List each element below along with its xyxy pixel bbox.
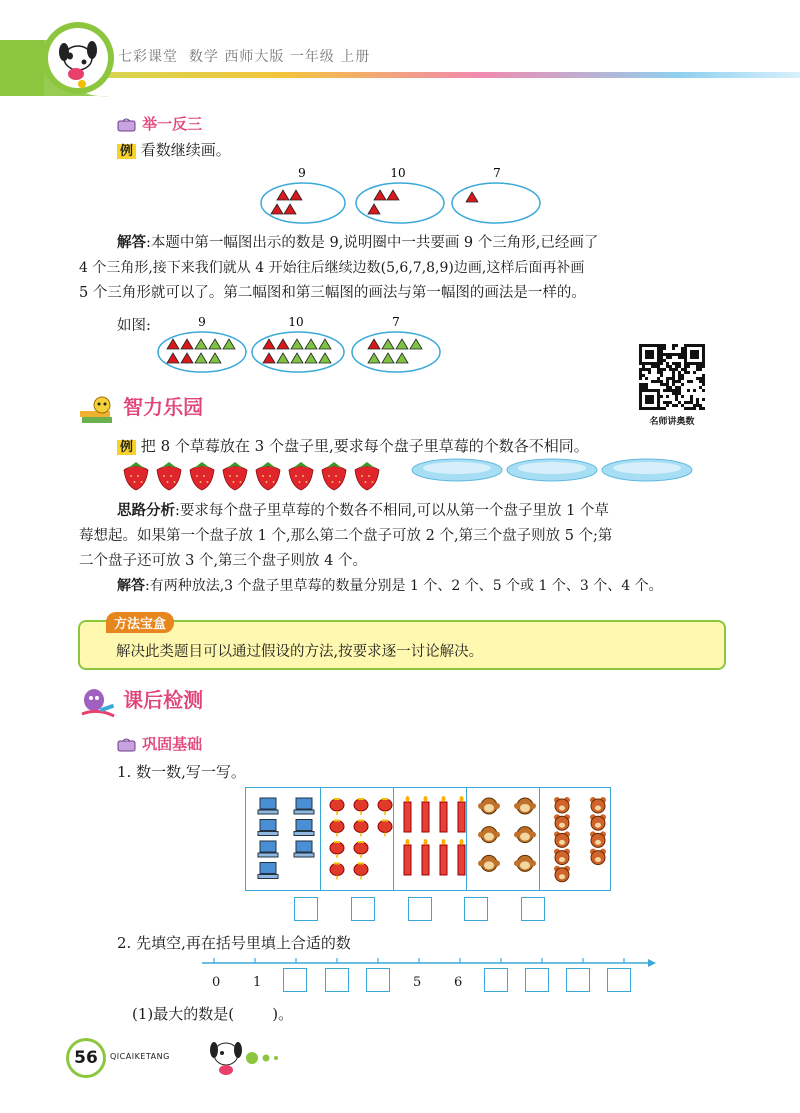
header-volume: 上册: [340, 49, 371, 65]
green-triangle: [382, 339, 394, 349]
candle-icon: [422, 839, 429, 875]
answer-box[interactable]: [521, 897, 545, 921]
lantern-icon: [330, 841, 344, 858]
header-book-title: 七彩课堂: [118, 49, 178, 65]
analysis-line: :要求每个盘子里草莓的个数各不相同,可以从第一个盘子里放 1 个草: [175, 503, 609, 519]
candle-icon: [404, 796, 411, 832]
green-triangle: [305, 353, 317, 363]
green-triangle: [195, 353, 207, 363]
question-2: 2. 先填空,再在括号里填上合适的数: [117, 934, 351, 952]
method-label: 方法宝盒: [106, 612, 174, 633]
green-triangle: [209, 353, 221, 363]
question-1: 1. 数一数,写一写。: [117, 763, 246, 781]
number-line-box[interactable]: [566, 968, 590, 992]
footer-dog-mascot-icon: [200, 1030, 300, 1080]
grid-cell-candles: [394, 788, 467, 890]
plate-icon: [507, 459, 597, 481]
oval-label: 9: [298, 166, 306, 180]
green-triangle: [195, 339, 207, 349]
footer-brand: QICAIKETANG: [110, 1052, 170, 1061]
example-tag: 例: [117, 440, 136, 455]
red-triangle: [271, 204, 283, 214]
method-box: [78, 617, 726, 670]
section-zlly-heading: [78, 391, 203, 425]
header-rainbow-bar: [0, 72, 800, 78]
lantern-icon: [378, 798, 392, 815]
bear-icon: [554, 831, 570, 847]
analysis-line: 莓想起。如果第一个盘子放 1 个,那么第二个盘子可放 2 个,第三个盘子则放 5 个;第: [79, 528, 613, 544]
header-grade: 一年级: [289, 49, 335, 65]
green-triangle: [305, 339, 317, 349]
number-line-box[interactable]: [366, 968, 390, 992]
green-triangle: [277, 353, 289, 363]
bear-icon: [590, 849, 606, 865]
strawberry-icon: [223, 462, 247, 490]
red-triangle: [181, 353, 193, 363]
monkey-icon: [514, 855, 536, 871]
bear-icon: [590, 814, 606, 830]
solution-ovals-figure: [150, 310, 450, 380]
lantern-icon: [354, 798, 368, 815]
computer-icon: [294, 798, 314, 814]
lantern-icon: [354, 863, 368, 880]
section-jyfs-heading: [117, 113, 202, 134]
strawberry-icon: [322, 462, 346, 490]
oval-label: 10: [288, 315, 304, 329]
example-row: [117, 435, 589, 456]
page-number: 56: [69, 1041, 103, 1075]
answer-text: :有两种放法,3 个盘子里草莓的数量分别是 1 个、2 个、5 个或 1 个、3 个、4 个。: [145, 578, 663, 594]
computer-icon: [258, 863, 278, 879]
red-triangle: [263, 339, 275, 349]
red-triangle: [374, 190, 386, 200]
lantern-icon: [330, 798, 344, 815]
header-subject: 数学: [188, 49, 219, 65]
oval-label: 7: [392, 315, 400, 329]
green-triangle: [223, 339, 235, 349]
lantern-icon: [354, 820, 368, 837]
strawberry-icon: [124, 462, 148, 490]
red-triangle: [368, 204, 380, 214]
answer-box[interactable]: [408, 897, 432, 921]
header-edition: 西师大版: [224, 49, 285, 65]
answer-box[interactable]: [351, 897, 375, 921]
oval: [356, 183, 444, 223]
oval: [352, 332, 440, 372]
plate-icon: [602, 459, 692, 481]
green-triangle: [368, 353, 380, 363]
example-row: [117, 139, 231, 160]
green-triangle: [319, 353, 331, 363]
candle-icon: [458, 796, 465, 832]
candle-icon: [458, 839, 465, 875]
grid-cell-monkeys: [467, 788, 540, 890]
question-2-sub-1: (1)最大的数是( )。: [132, 1005, 294, 1023]
green-triangle: [291, 353, 303, 363]
computer-icon: [258, 820, 278, 836]
ru-tu-label: 如图:: [117, 318, 151, 334]
candle-icon: [404, 839, 411, 875]
grid-cell-bears: [540, 788, 612, 890]
red-triangle: [466, 192, 478, 202]
green-triangle: [410, 339, 422, 349]
number-line-box[interactable]: [484, 968, 508, 992]
section-khjc-heading: [78, 684, 203, 720]
number-line-box[interactable]: [283, 968, 307, 992]
section-title: 举一反三: [142, 115, 203, 133]
strawberry-icon: [355, 462, 379, 490]
bear-icon: [554, 814, 570, 830]
red-triangle: [277, 339, 289, 349]
answer-box[interactable]: [464, 897, 488, 921]
jyfs-answer: [79, 231, 727, 306]
green-triangle: [209, 339, 221, 349]
answer-line: :本题中第一幅图出示的数是 9,说明圈中一共要画 9 个三角形,已经画了: [146, 235, 599, 251]
grid-cell-lanterns: [321, 788, 394, 890]
red-triangle: [263, 353, 275, 363]
number-label: 5: [413, 975, 422, 990]
page-number-badge: [66, 1038, 106, 1078]
example-tag: 例: [117, 144, 136, 159]
number-line-box[interactable]: [325, 968, 349, 992]
computer-icon: [294, 841, 314, 857]
answer-label: 解答: [117, 578, 145, 594]
oval: [252, 332, 344, 372]
bear-icon: [590, 797, 606, 813]
subsection-heading: [117, 733, 202, 754]
analysis-label: 思路分析: [117, 503, 175, 519]
grid-cell-computers: [246, 788, 321, 890]
plate-icon: [412, 459, 502, 481]
example-text: 看数继续画。: [140, 141, 231, 159]
oval: [158, 332, 246, 372]
computer-icon: [258, 798, 278, 814]
qr-caption: 名师讲奥数: [649, 417, 695, 427]
header-band: [0, 0, 800, 100]
number-label: 1: [253, 975, 262, 990]
red-triangle: [284, 204, 296, 214]
monkey-icon: [478, 855, 500, 871]
oval-label: 9: [198, 315, 206, 329]
number-label: 0: [212, 975, 221, 990]
red-triangle: [290, 190, 302, 200]
section-title: 智力乐园: [123, 395, 204, 419]
subsection-title: 巩固基础: [142, 735, 203, 753]
lantern-icon: [330, 863, 344, 880]
oval: [261, 183, 345, 223]
green-triangle: [396, 339, 408, 349]
red-triangle: [368, 339, 380, 349]
green-triangle: [291, 339, 303, 349]
answer-box[interactable]: [294, 897, 318, 921]
strawberry-icon: [256, 462, 280, 490]
section-title: 课后检测: [123, 688, 204, 712]
bear-icon: [554, 866, 570, 882]
answer-line: 5 个三角形就可以了。第二幅图和第三幅图的画法与第一幅图的画法是一样的。: [79, 285, 586, 301]
red-triangle: [167, 353, 179, 363]
answer-line: 4 个三角形,接下来我们就从 4 开始往后继续边数(5,6,7,8,9)边画,这样后面再补画: [79, 260, 585, 276]
qr-code-icon[interactable]: [639, 344, 705, 410]
strawberries-plates-figure: [120, 456, 720, 494]
example-ovals-figure: [250, 160, 560, 230]
bag-icon: [117, 737, 137, 753]
red-triangle: [277, 190, 289, 200]
bear-icon: [554, 797, 570, 813]
bear-icon: [590, 831, 606, 847]
oval-label: 7: [493, 166, 501, 180]
bear-icon: [554, 849, 570, 865]
answer-label: 解答: [117, 235, 146, 251]
analysis-line: 二个盘子还可放 3 个,第三个盘子则放 4 个。: [79, 553, 367, 569]
lantern-icon: [330, 820, 344, 837]
strawberry-icon: [289, 462, 313, 490]
counting-grid: [245, 787, 611, 891]
monkey-icon: [514, 827, 536, 843]
books-mascot-icon: [78, 395, 118, 425]
bag-icon: [117, 117, 137, 133]
candle-icon: [422, 796, 429, 832]
header-text: [118, 46, 370, 66]
example-text: 把 8 个草莓放在 3 个盘子里,要求每个盘子里草莓的个数各不相同。: [140, 437, 589, 455]
monkey-icon: [478, 798, 500, 814]
strawberry-icon: [157, 462, 181, 490]
green-triangle: [319, 339, 331, 349]
red-triangle: [181, 339, 193, 349]
oval: [452, 183, 540, 223]
qr-block: [636, 344, 708, 427]
computer-icon: [294, 820, 314, 836]
candle-icon: [440, 796, 447, 832]
number-line: [200, 955, 660, 971]
green-triangle: [396, 353, 408, 363]
red-triangle: [387, 190, 399, 200]
oval-label: 10: [390, 166, 406, 180]
lantern-icon: [378, 820, 392, 837]
monkey-icon: [478, 827, 500, 843]
green-triangle: [382, 353, 394, 363]
monkey-icon: [514, 798, 536, 814]
number-line-box[interactable]: [525, 968, 549, 992]
pen-mascot-icon: [78, 686, 118, 720]
lantern-icon: [354, 841, 368, 858]
number-label: 6: [454, 975, 463, 990]
zlly-analysis: [79, 499, 727, 599]
strawberry-icon: [190, 462, 214, 490]
red-triangle: [167, 339, 179, 349]
method-text: 解决此类题目可以通过假设的方法,按要求逐一讨论解决。: [116, 644, 484, 660]
number-line-box[interactable]: [607, 968, 631, 992]
candle-icon: [440, 839, 447, 875]
computer-icon: [258, 841, 278, 857]
arrow-right-icon: [648, 959, 656, 967]
